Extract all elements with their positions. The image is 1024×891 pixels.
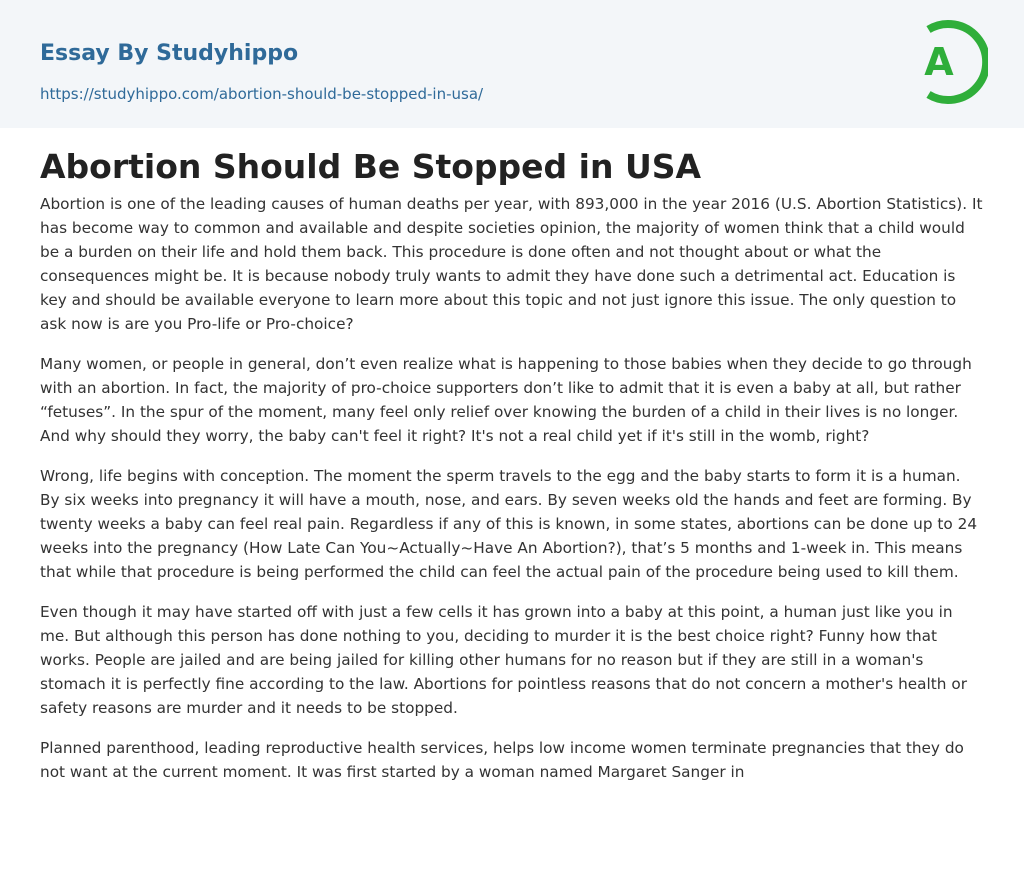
essay-paragraph: Planned parenthood, leading reproductive health services, helps low income women terminate pregnancies that they do not want at the current moment. It was first started by a woman named Margaret Sanger in <box>40 739 964 781</box>
essay-paragraph: Many women, or people in general, don’t even realize what is happening to those babies when they decide to go through with an abortion. In fact, the majority of pro-choice supporters don’t like to admit that it is even a baby at all, but rather “fetuses”. In the spur of the moment, many feel only relief over knowing the burden of a child in their lives is no longer. And why should they worry, the baby can't feel it right? It's not a real child yet if it's still in the womb, right? <box>40 355 972 445</box>
essay-paragraph: Abortion is one of the leading causes of human deaths per year, with 893,000 in the year 2016 (U.S. Abortion Statistics). It has become way to common and available and despite societies opinion, the majority of women think that a child would be a burden on their life and hold them back. This procedure is done often and not thought about or what the consequences might be. It is because nobody truly wants to admit they have done such a detrimental act. Education is key and should be available everyone to learn more about this topic and not just ignore this issue. The only question to ask now is are you Pro-life or Pro-choice? <box>40 195 983 333</box>
essay-title: Abortion Should Be Stopped in USA <box>40 147 702 186</box>
essay-url-link[interactable]: https://studyhippo.com/abortion-should-be-stopped-in-usa/ <box>40 85 484 103</box>
logo-letter: A <box>924 40 954 84</box>
essay-paragraph: Even though it may have started off with just a few cells it has grown into a baby at this point, a human just like you in me. But although this person has done nothing to you, deciding to murder it is the best choice right? Funny how that works. People are jailed and are being jailed for killing other humans for no reason but if they are still in a woman's stomach it is perfectly fine according to the law. Abortions for pointless reasons that do not concern a mother's health or safety reasons are murder and it needs to be stopped. <box>40 603 967 717</box>
site-header <box>0 0 1024 128</box>
essay-content <box>0 128 1024 784</box>
site-brand[interactable]: Essay By Studyhippo <box>40 41 299 66</box>
essay-paragraph: Wrong, life begins with conception. The moment the sperm travels to the egg and the baby starts to form it is a human. By six weeks into pregnancy it will have a mouth, nose, and ears. By seven weeks old the hands and feet are forming. By twenty weeks a baby can feel real pain. Regardless if any of this is known, in some states, abortions can be done up to 24 weeks into the pregnancy (How Late Can You~Actually~Have An Abortion?), that’s 5 months and 1-week in. This means that while that procedure is being performed the child can feel the actual pain of the procedure being used to kill them. <box>40 467 978 581</box>
studyhippo-a-logo-icon[interactable] <box>904 18 988 106</box>
